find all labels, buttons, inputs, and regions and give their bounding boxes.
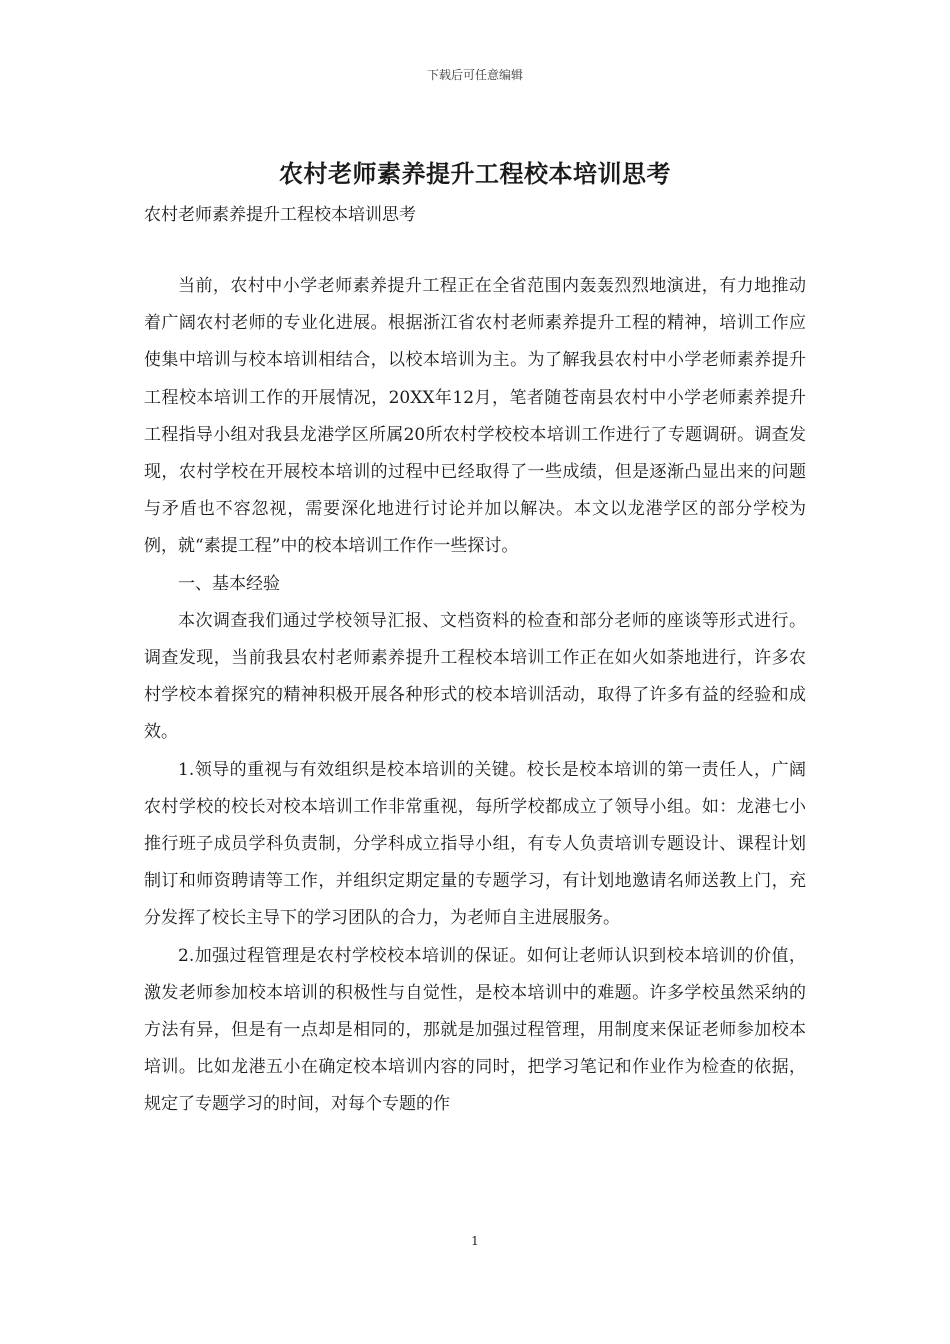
document-subtitle: 农村老师素养提升工程校本培训思考 bbox=[144, 205, 416, 225]
document-title: 农村老师素养提升工程校本培训思考 bbox=[279, 159, 671, 188]
document-body bbox=[144, 268, 806, 1124]
paragraph-point-2: 2.加强过程管理是农村学校校本培训的保证。如何让老师认识到校本培训的价值，激发老师参加校本培训的积极性与自觉性，是校本培训中的难题。许多学校虽然采纳的方法有异，但是有一点却是相同的，那就是加强过程管理，用制度来保证老师参加校本培训。比如龙港五小在确定校本培训内容的同时，把学习笔记和作业作为检查的依据，规定了专题学习的时间，对每个专题的作 bbox=[144, 945, 806, 1115]
header-note: 下载后可任意编辑 bbox=[426, 68, 523, 82]
section-heading-basic-experience: 一、基本经验 bbox=[178, 573, 280, 594]
paragraph-survey: 本次调查我们通过学校领导汇报、文档资料的检查和部分老师的座谈等形式进行。调查发现，当前我县农村老师素养提升工程校本培训工作正在如火如荼地进行，许多农村学校本着探究的精神积极开展各种形式的校本培训活动，取得了许多有益的经验和成效。 bbox=[144, 610, 806, 743]
paragraph-point-1: 1.领导的重视与有效组织是校本培训的关键。校长是校本培训的第一责任人，广阔农村学校的校长对校本培训工作非常重视，每所学校都成立了领导小组。如：龙港七小推行班子成员学科负责制，分学科成立指导小组，有专人负责培训专题设计、课程计划制订和师资聘请等工作，并组织定期定量的专题学习，有计划地邀请名师送教上门，充分发挥了校长主导下的学习团队的合力，为老师自主进展服务。 bbox=[144, 759, 806, 929]
page-number: 1 bbox=[471, 1234, 479, 1248]
paragraph-intro: 当前，农村中小学老师素养提升工程正在全省范围内轰轰烈烈地演进，有力地推动着广阔农村老师的专业化进展。根据浙江省农村老师素养提升工程的精神，培训工作应使集中培训与校本培训相结合，以校本培训为主。为了解我县农村中小学老师素养提升工程校本培训工作的开展情况，20XX年12月，笔者随苍南县农村中小学老师素养提升工程指导小组对我县龙港学区所属20所农村学校校本培训工作进行了专题调研。调查发现，农村学校在开展校本培训的过程中已经取得了一些成绩，但是逐渐凸显出来的问题与矛盾也不容忽视，需要深化地进行讨论并加以解决。本文以龙港学区的部分学校为例，就“素提工程”中的校本培训工作作一些探讨。 bbox=[144, 276, 806, 557]
